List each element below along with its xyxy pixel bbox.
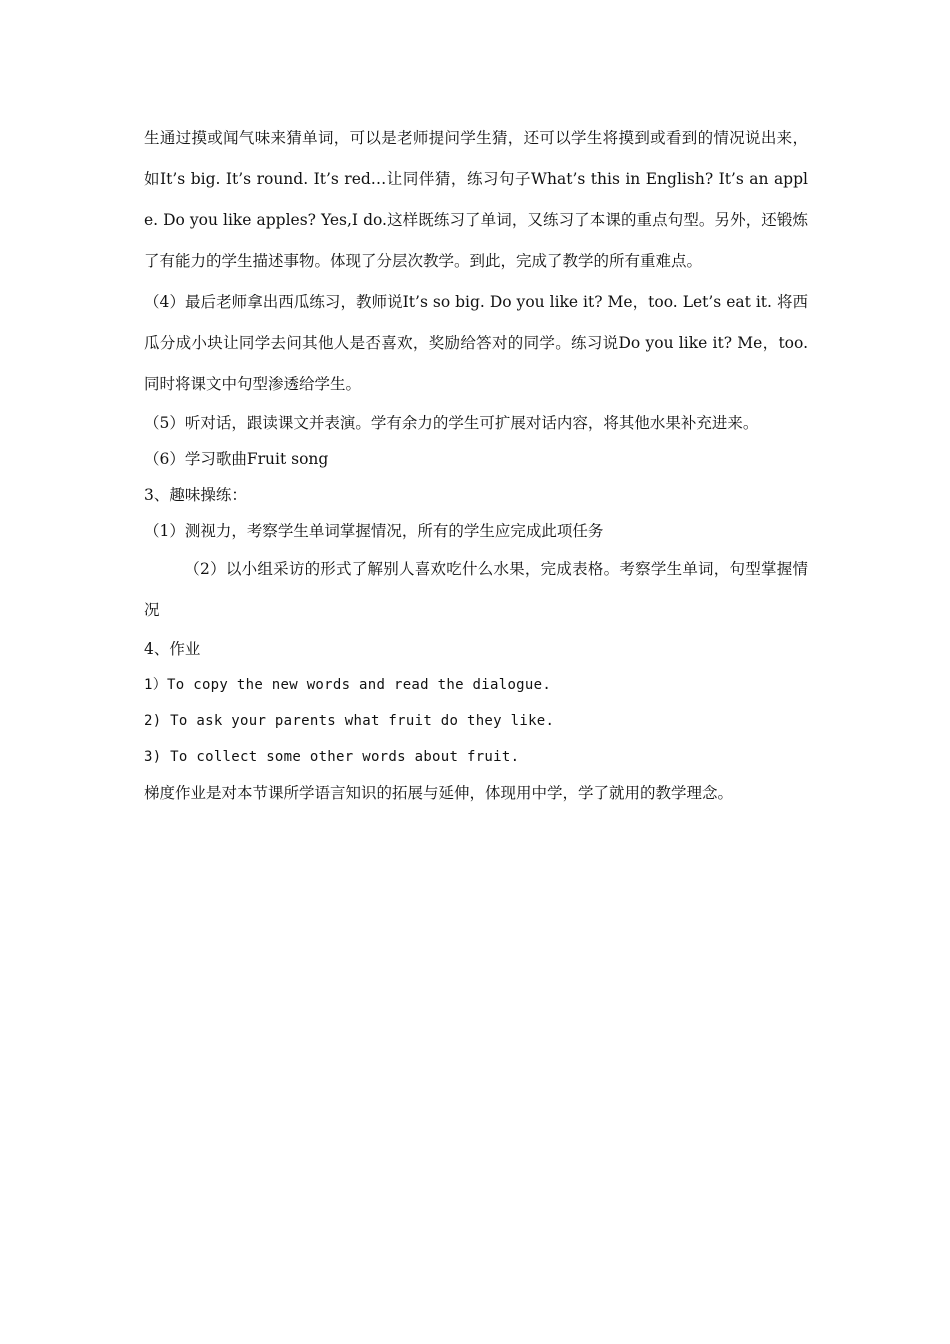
- document-body: [144, 118, 808, 811]
- paragraph-step-5: （5）听对话，跟读课文并表演。学有余力的学生可扩展对话内容，将其他水果补充进来。: [144, 414, 759, 432]
- homework-item-1: 1）To copy the new words and read the dialogue.: [144, 677, 552, 693]
- section-heading-homework: 4、作业: [144, 640, 201, 658]
- paragraph-guessing-game: 生通过摸或闻气味来猜单词，可以是老师提问学生猜，还可以学生将摸到或看到的情况说出来，如It’s big. It’s round. It’s red…让同伴猜，练习句子What’s this in English? It’s an apple. Do you like apples? Yes,I do.这样既练习了单词，又练习了本课的重点句型。另外，还锻炼了有能力的学生描述事物。体现了分层次教学。到此，完成了教学的所有重难点。: [144, 129, 808, 270]
- paragraph-step-6: （6）学习歌曲Fruit song: [144, 450, 329, 468]
- homework-item-2: 2) To ask your parents what fruit do they like.: [144, 713, 555, 729]
- section-heading-practice: 3、趣味操练：: [144, 486, 247, 504]
- paragraph-step-4: （4）最后老师拿出西瓜练习，教师说It’s so big. Do you like it? Me，too. Let’s eat it. 将西瓜分成小块让同学去问其他人是否喜欢，奖励给答对的同学。练习说Do you like it? Me，too.同时将课文中句型渗透给学生。: [144, 293, 808, 393]
- paragraph-practice-2: （2）以小组采访的形式了解别人喜欢吃什么水果，完成表格。考察学生单词，句型掌握情况: [144, 560, 808, 619]
- paragraph-practice-1: （1）测视力，考察学生单词掌握情况，所有的学生应完成此项任务: [144, 522, 604, 540]
- paragraph-homework-summary: 梯度作业是对本节课所学语言知识的拓展与延伸，体现用中学，学了就用的教学理念。: [144, 784, 734, 802]
- homework-item-3: 3) To collect some other words about fruit.: [144, 749, 520, 765]
